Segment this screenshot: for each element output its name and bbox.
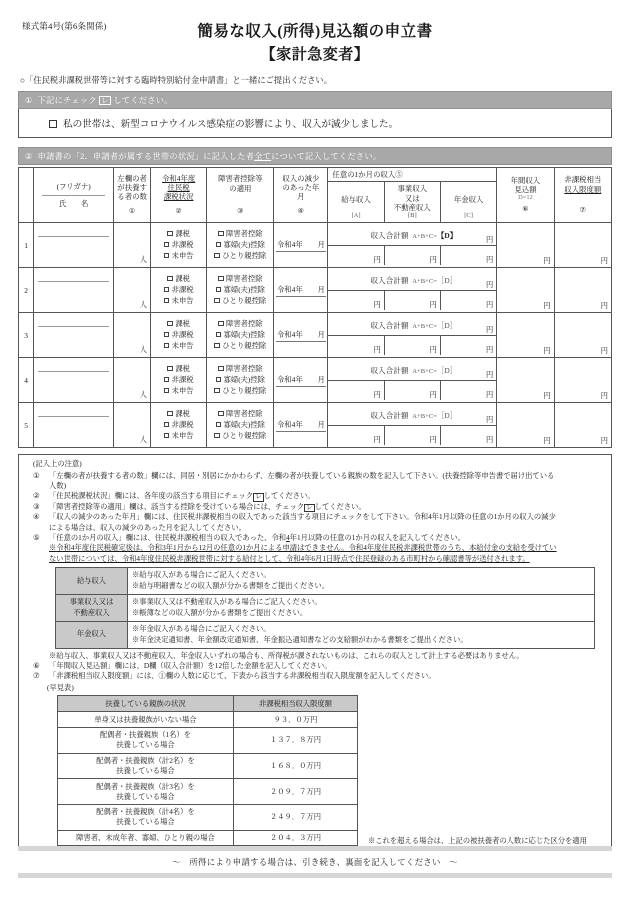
ref-condition: 配偶者・扶養親族（計4名）を 扶養している場合 — [58, 804, 234, 830]
note-item-5: ⑤ 「任意の1か月の収入」欄には、住民税非課税相当の収入であった、令和4年1月以降の任意の1か月の収入を記入してください。 ※令和4年度住民税確定後は、令和3年1月から12月の任意の1か月による申請はできません。令和4年度住民税非課税世帯のうち、本給付金の支給を受けてい ない世帯については、令和4年度住民税非課税世帯に対する給付として、令和4年6月1日時点で住民登録のある市町村から確認書等が送付されます。 — [33, 533, 557, 563]
decrease-month-field[interactable]: 令和4年 月 — [274, 313, 328, 358]
deduction-options[interactable]: 障害者控除 寡婦(夫)控除 ひとり親控除 — [207, 223, 274, 268]
ref-header-row — [58, 696, 358, 712]
deduction-checkbox[interactable] — [214, 253, 220, 259]
tax-status-checkbox[interactable] — [164, 242, 170, 248]
income-type-desc-business: ※事業収入又は不動産収入がある場合にご記入ください。 ※帳簿などの収入額が分かる書類をご提出ください。 — [128, 594, 595, 621]
tax-status-checkbox[interactable] — [164, 422, 170, 428]
footer-band — [18, 846, 612, 878]
th-salary: 給与収入 [A] — [328, 182, 384, 223]
tax-status-options[interactable]: 課税 非課税 未申告 — [150, 223, 206, 268]
quick-reference-label: (早見表) — [47, 682, 74, 692]
income-type-desc-pension: ※年金収入がある場合にご記入ください。 ※年金決定通知書、年金額改定通知書、年金振込通知書などの支給額がわかる書類をご提出ください。 — [128, 621, 595, 648]
tax-status-checkbox[interactable] — [167, 276, 173, 282]
row-number: 2 — [19, 268, 34, 313]
section1-bar-pre: 下記にチェック — [37, 95, 97, 105]
table-row — [19, 223, 612, 268]
row-number: 3 — [19, 313, 34, 358]
nontax-limit-field[interactable]: 円 — [554, 403, 611, 448]
th-nontax-limit: 非課税相当 収入限度額 ⑦ — [554, 168, 611, 223]
salary-income-field[interactable]: 円 — [373, 301, 381, 310]
income-total-row: 収入合計額 A+B+C=［D］ 円 — [328, 360, 496, 380]
monthly-income-group — [328, 403, 497, 448]
section2-bar-underline: 全て — [254, 151, 272, 161]
ref-condition: 配偶者・扶養親族（1名）を 扶養している場合 — [58, 727, 234, 753]
decrease-month-field[interactable]: 令和4年 月 — [274, 403, 328, 448]
table-row — [19, 403, 612, 448]
section2-bar-post: について記入してください。 — [271, 151, 382, 161]
th-deduction: 障害者控除等 の適用 ③ — [207, 168, 274, 223]
deduction-checkbox[interactable] — [216, 377, 222, 383]
nontax-limit-field[interactable]: 円 — [554, 358, 611, 403]
check-box-icon: レ — [101, 95, 109, 105]
ref-table-row — [58, 804, 358, 830]
section2-header — [18, 147, 612, 165]
tax-status-checkbox[interactable] — [164, 433, 170, 439]
deduction-checkbox[interactable] — [216, 287, 222, 293]
section1-header — [18, 91, 612, 109]
row-number: 5 — [19, 403, 34, 448]
note-item-2: ② 「住民税課税状況」欄には、各年度の該当する項目にチェック レ してください。 — [33, 491, 315, 501]
income-type-desc-salary: ※給与収入がある場合にご記入ください。 ※給与明細書などの収入額が分かる書類をご提出ください。 — [128, 568, 595, 595]
business-income-field[interactable]: 円 — [384, 290, 440, 310]
deduction-options[interactable]: 障害者控除 寡婦(夫)控除 ひとり親控除 — [207, 403, 274, 448]
income-type-table — [55, 567, 595, 649]
income-type-label-business: 事業収入又は 不動産収入 — [56, 594, 128, 621]
annual-estimate-field[interactable]: 円 — [497, 313, 554, 358]
pension-income-field[interactable]: 円 — [440, 245, 496, 265]
th-name: (フリガナ) 氏 名 — [34, 168, 114, 223]
deduction-options[interactable]: 障害者控除 寡婦(夫)控除 ひとり親控除 — [207, 313, 274, 358]
tax-status-options[interactable]: 課税 非課税 未申告 — [150, 403, 206, 448]
table-body — [19, 223, 612, 448]
pension-income-field[interactable]: 円 — [440, 335, 496, 355]
income-type-row-pension — [56, 621, 595, 648]
th-row-number — [19, 168, 34, 223]
ref-table-row — [58, 753, 358, 779]
tax-status-checkbox[interactable] — [164, 253, 170, 259]
section1-number: ① — [25, 95, 33, 105]
ref-condition: 配偶者・扶養親族（計3名）を 扶養している場合 — [58, 779, 234, 805]
ref-amount: １３７．８万円 — [234, 727, 358, 753]
pension-income-field[interactable]: 円 — [440, 380, 496, 400]
page-subtitle: 【家計急変者】 — [260, 47, 370, 63]
deduction-checkbox[interactable] — [214, 433, 220, 439]
income-type-row-business — [56, 594, 595, 621]
instructions-box — [18, 454, 612, 853]
ref-amount: ２０９．７万円 — [234, 779, 358, 805]
name-field[interactable] — [34, 268, 114, 313]
tax-status-checkbox[interactable] — [167, 411, 173, 417]
ref-amount: ２０４．３万円 — [234, 830, 358, 846]
nontax-limit-field[interactable]: 円 — [554, 223, 611, 268]
income-type-label-salary: 給与収入 — [56, 568, 128, 595]
income-footnote: ※給与収入、事業収入又は不動産収入、年金収入いずれの場合も、所得税が課されないものは、これらの収入として計上する必要はありません。 — [49, 650, 524, 660]
note-item-7: ⑦ 「非課税相当収入限度額」には、①欄の人数に応じて、下表から該当する非課税相当収入限度額を記入してください。 — [33, 671, 436, 681]
note-item-3: ③ 「障害者控除等の適用」欄は、該当する控除を受けている場合には、チェック レ してください。 — [33, 501, 366, 511]
nontax-limit-reference-table — [57, 695, 358, 846]
income-total-row: 収入合計額 A+B+C=【D】 円 — [328, 225, 496, 245]
deduction-checkbox[interactable] — [216, 242, 222, 248]
dependents-count-field[interactable]: 人 — [114, 403, 151, 448]
monthly-income-group — [328, 313, 497, 358]
pension-income-field[interactable]: 円 — [440, 425, 496, 445]
section2-bar-pre: 申請書の「2．申請者が属する世帯の状況」に記入した者 — [37, 151, 255, 161]
table-row — [19, 313, 612, 358]
lead-note: ○「住民税非課税世帯等に対する臨時特別給付金申請書」と一緒にご提出ください。 — [20, 76, 332, 85]
tax-status-checkbox[interactable] — [164, 298, 170, 304]
salary-income-field[interactable]: 円 — [373, 256, 381, 265]
ref-table-row — [58, 779, 358, 805]
declaration-box — [18, 109, 612, 138]
ref-condition: 配偶者・扶養親族（計2名）を 扶養している場合 — [58, 753, 234, 779]
monthly-income-group — [328, 358, 497, 403]
tax-status-options[interactable]: 課税 非課税 未申告 — [150, 313, 206, 358]
annual-estimate-field[interactable]: 円 — [497, 223, 554, 268]
pension-income-field[interactable]: 円 — [440, 290, 496, 310]
deduction-options[interactable]: 障害者控除 寡婦(夫)控除 ひとり親控除 — [207, 358, 274, 403]
annual-estimate-field[interactable]: 円 — [497, 358, 554, 403]
nontax-limit-field[interactable]: 円 — [554, 313, 611, 358]
business-income-field[interactable]: 円 — [384, 245, 440, 265]
decrease-month-field[interactable]: 令和4年 月 — [274, 358, 328, 403]
th-pension: 年金収入 [C] — [440, 182, 496, 223]
declaration-text: 私の世帯は、新型コロナウイルス感染症の影響により、収入が減少しました。 — [63, 119, 399, 130]
section1-bar-post: してください。 — [113, 95, 173, 105]
table-header-row-1 — [19, 168, 612, 182]
tax-status-checkbox[interactable] — [164, 287, 170, 293]
th-dependents: 左欄の者 が扶養す る者の数 ① — [114, 168, 151, 223]
nontax-limit-field[interactable]: 円 — [554, 268, 611, 313]
name-field[interactable] — [34, 358, 114, 403]
check-mark-icon: レ — [255, 493, 262, 501]
deduction-checkbox[interactable] — [218, 366, 224, 372]
salary-income-field[interactable]: 円 — [373, 391, 381, 400]
ref-table-row — [58, 712, 358, 728]
th-business-income: 事業収入 又は 不動産収入 [B] — [384, 182, 440, 223]
monthly-income-group — [328, 223, 497, 268]
annual-estimate-field[interactable]: 円 — [497, 268, 554, 313]
section2-number: ② — [25, 151, 33, 161]
declaration-checkbox[interactable] — [49, 120, 57, 128]
ref-table-body — [58, 712, 358, 846]
note-item-6: ⑥ 「年間収入見込額」欄には、D欄（収入合計額）を12倍した金額を記入してください。 — [33, 661, 332, 671]
business-income-field[interactable]: 円 — [384, 380, 440, 400]
income-total-row: 収入合計額 A+B+C=［D］ 円 — [328, 405, 496, 425]
instructions-heading: (記入上の注意) — [33, 459, 82, 469]
income-type-label-pension: 年金収入 — [56, 621, 128, 648]
ref-amount: ２４９．７万円 — [234, 804, 358, 830]
ref-condition: 単身又は扶養親族がいない場合 — [58, 712, 234, 728]
tax-status-checkbox[interactable] — [164, 332, 170, 338]
check-mark-icon: レ — [306, 503, 313, 511]
tax-status-checkbox[interactable] — [167, 321, 173, 327]
deduction-checkbox[interactable] — [214, 298, 220, 304]
dependents-count-field[interactable]: 人 — [114, 223, 151, 268]
ref-amount: ９３．０万円 — [234, 712, 358, 728]
name-field[interactable] — [34, 313, 114, 358]
deduction-checkbox[interactable] — [218, 321, 224, 327]
income-type-row-salary — [56, 568, 595, 595]
tax-status-checkbox[interactable] — [164, 377, 170, 383]
name-field[interactable] — [34, 403, 114, 448]
annual-estimate-field[interactable]: 円 — [497, 403, 554, 448]
dependents-count-field[interactable]: 人 — [114, 358, 151, 403]
deduction-checkbox[interactable] — [214, 343, 220, 349]
ref-th-amount: 非課税相当収入限度額 — [234, 696, 358, 712]
deduction-options[interactable]: 障害者控除 寡婦(夫)控除 ひとり親控除 — [207, 268, 274, 313]
decrease-month-field[interactable]: 令和4年 月 — [274, 223, 328, 268]
income-total-row: 収入合計額 A+B+C=［D］ 円 — [328, 270, 496, 290]
business-income-field[interactable]: 円 — [384, 335, 440, 355]
salary-income-field[interactable]: 円 — [373, 346, 381, 355]
form-number: 様式第4号(第6条関係) — [22, 21, 107, 31]
ref-condition: 障害者、未成年者、寡婦、ひとり親の場合 — [58, 830, 234, 846]
ref-table-row — [58, 830, 358, 846]
deduction-checkbox[interactable] — [216, 332, 222, 338]
tax-status-checkbox[interactable] — [164, 388, 170, 394]
deduction-checkbox[interactable] — [214, 388, 220, 394]
table-row — [19, 358, 612, 403]
row-number: 1 — [19, 223, 34, 268]
ref-amount: １６８．０万円 — [234, 753, 358, 779]
tax-status-options[interactable]: 課税 非課税 未申告 — [150, 268, 206, 313]
note-item-4: ④ 「収入の減少のあった年月」欄には、住民税非課税相当の収入であった該当する項目にチェックをして下さい。令和4年1月以降の任意の1か月の収入の減少 による場合は、収入の減少のあった月を記入してください。 — [33, 512, 556, 532]
deduction-checkbox[interactable] — [218, 231, 224, 237]
tax-status-checkbox[interactable] — [167, 366, 173, 372]
dependents-count-field[interactable]: 人 — [114, 313, 151, 358]
th-annual-estimate: 年間収入 見込額 D×12 ⑥ — [497, 168, 554, 223]
row-number: 4 — [19, 358, 34, 403]
deduction-checkbox[interactable] — [218, 411, 224, 417]
deduction-checkbox[interactable] — [218, 276, 224, 282]
income-total-row: 収入合計額 A+B+C=［D］ 円 — [328, 315, 496, 335]
note-item-1: ① 「左欄の者が扶養する者の数」欄には、同居・別居にかかわらず、左欄の者が扶養している親族の数を記入して下さい。(扶養控除等申告書で届け出ている 人数) — [33, 470, 555, 490]
ref-th-condition: 扶養している親族の状況 — [58, 696, 234, 712]
salary-income-field[interactable]: 円 — [373, 436, 381, 445]
footer-text: 〜 所得により申請する場合は、引き続き、裏面を記入してください 〜 — [18, 851, 612, 873]
name-field[interactable] — [34, 223, 114, 268]
tax-status-checkbox[interactable] — [164, 343, 170, 349]
monthly-income-group — [328, 268, 497, 313]
decrease-month-field[interactable]: 令和4年 月 — [274, 268, 328, 313]
tax-status-checkbox[interactable] — [167, 231, 173, 237]
deduction-checkbox[interactable] — [216, 422, 222, 428]
th-monthly-income-group: 任意の1か月の収入⑤ — [328, 168, 497, 182]
reference-side-note: ※これを超える場合は、上記の被扶養者の人数に応じた区分を適用 — [368, 836, 587, 846]
page-title: 簡易な収入(所得)見込額の申立書 — [197, 23, 433, 40]
household-income-table — [18, 167, 612, 448]
table-row — [19, 268, 612, 313]
business-income-field[interactable]: 円 — [384, 425, 440, 445]
ref-table-row — [58, 727, 358, 753]
dependents-count-field[interactable]: 人 — [114, 268, 151, 313]
title-block — [18, 19, 612, 64]
th-tax-status: 令和4年度 住民税 課税状況 ② — [150, 168, 206, 223]
tax-status-options[interactable]: 課税 非課税 未申告 — [150, 358, 206, 403]
th-decrease-month: 収入の減少 のあった年 月 ④ — [274, 168, 328, 223]
